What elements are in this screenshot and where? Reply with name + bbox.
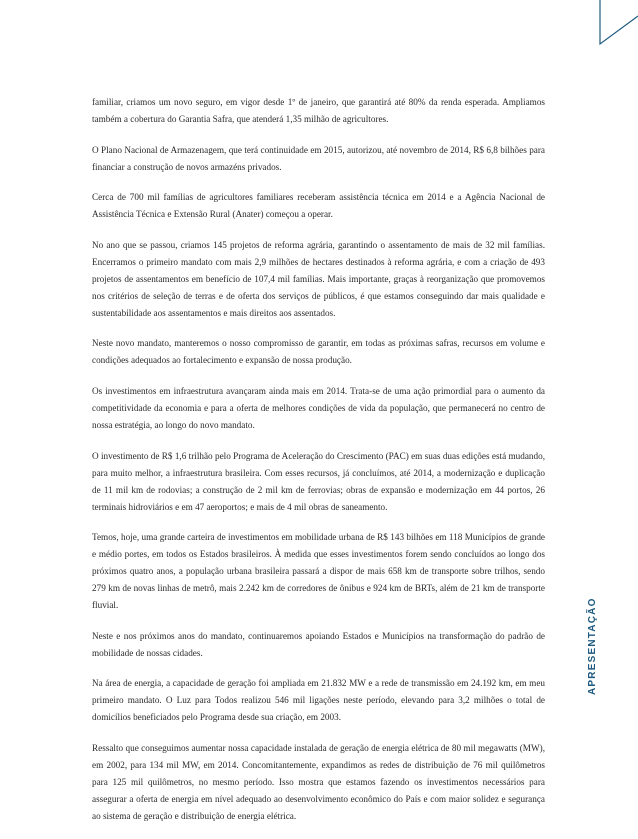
paragraph: familiar, criamos um novo seguro, em vigor desde 1º de janeiro, que garantirá até 80% da renda esperada. Ampliamos também a cobertura do Garantia Safra, que atenderá 1,35 milhão de agricultores.: [92, 97, 545, 124]
paragraph: O investimento de R$ 1,6 trilhão pelo Programa de Aceleração do Crescimento (PAC) em suas duas edições está mudando, para muito melhor, a infraestrutura brasileira. Com esses recursos, já concluímos, até 2014, a modernização e duplicação de 11 mil km de rodovias; a construção de 2 mil km de ferrovias; obras de expansão e modernização em 44 portos, 26 terminais hidroviários e em 47 aeroportos; e mais de 4 mil obras de saneamento.: [92, 450, 545, 512]
paragraph: Neste novo mandato, manteremos o nosso compromisso de garantir, em todas as próximas safras, recursos em volume e condições adequados ao fortalecimento e expansão de nossa produção.: [92, 338, 545, 366]
document-body: [92, 94, 545, 839]
paragraph: O Plano Nacional de Armazenagem, que terá continuidade em 2015, autorizou, até novembro de 2014, R$ 6,8 bilhões para financiar a construção de novos armazéns privados.: [92, 144, 545, 172]
paragraph: No ano que se passou, criamos 145 projetos de reforma agrária, garantindo o assentamento de mais de 32 mil famílias. Encerramos o primeiro mandato com mais 2,9 milhões de hectares destinados à reforma agrária, e com a criação de 493 projetos de assentamentos em benefício de 107,4 mil famílias. Mais importante, graças à reorganização que promovemos nos critérios de seleção de terras e de oferta dos serviços de públicos, é que estamos conseguindo dar mais qualidade e sustentabilidade aos assentamentos e mais direitos aos assentados.: [92, 239, 545, 318]
paragraph: Neste e nos próximos anos do mandato, continuaremos apoiando Estados e Municípios na transformação do padrão de mobilidade de nossas cidades.: [92, 630, 545, 658]
paragraph: Na área de energia, a capacidade de geração foi ampliada em 21.832 MW e a rede de transmissão em 24.192 km, em meu primeiro mandato. O Luz para Todos realizou 546 mil ligações neste período, elevando para 3,2 milhões o total de domicílios beneficiados pelo Programa desde sua criação, em 2003.: [92, 678, 545, 723]
paragraph: Os investimentos em infraestrutura avançaram ainda mais em 2014. Trata-se de uma ação primordial para o aumento da competitividade da economia e para a oferta de melhores condições de vida da população, que permanecerá no centro de nossa estratégia, ao longo do novo mandato.: [92, 385, 545, 430]
paragraph: Temos, hoje, uma grande carteira de investimentos em mobilidade urbana de R$ 143 bilhões em 118 Municípios de grande e médio portes, em todos os Estados brasileiros. À medida que esses investimentos forem sendo concluídos ao longo dos próximos quatro anos, a população urbana brasileira passará a dispor de mais 658 km de transporte sobre trilhos, sendo 279 km de novas linhas de metrô, mais 2.242 km de corredores de ônibus e 924 km de BRTs, além de 21 km de transporte fluvial.: [92, 532, 545, 611]
paragraph: Cerca de 700 mil famílias de agricultores familiares receberam assistência técnica em 2014 e a Agência Nacional de Assistência Técnica e Extensão Rural (Anater) começou a operar.: [92, 192, 545, 220]
corner-decoration: [578, 0, 638, 75]
paragraph: Ressalto que conseguimos aumentar nossa capacidade instalada de geração de energia elétrica de 80 mil megawatts (MW), em 2002, para 134 mil MW, em 2014. Concomitantemente, expandimos as redes de distribuição de 76 mil quilômetros para 125 mil quilômetros, no mesmo período. Isso mostra que estamos fazendo os investimentos necessários para assegurar a oferta de energia em nível adequado ao desenvolvimento econômico do País e com maior solidez e segurança ao sistema de geração e distribuição de energia elétrica.: [92, 742, 545, 821]
section-side-label: APRESENTAÇÃO: [587, 597, 598, 695]
